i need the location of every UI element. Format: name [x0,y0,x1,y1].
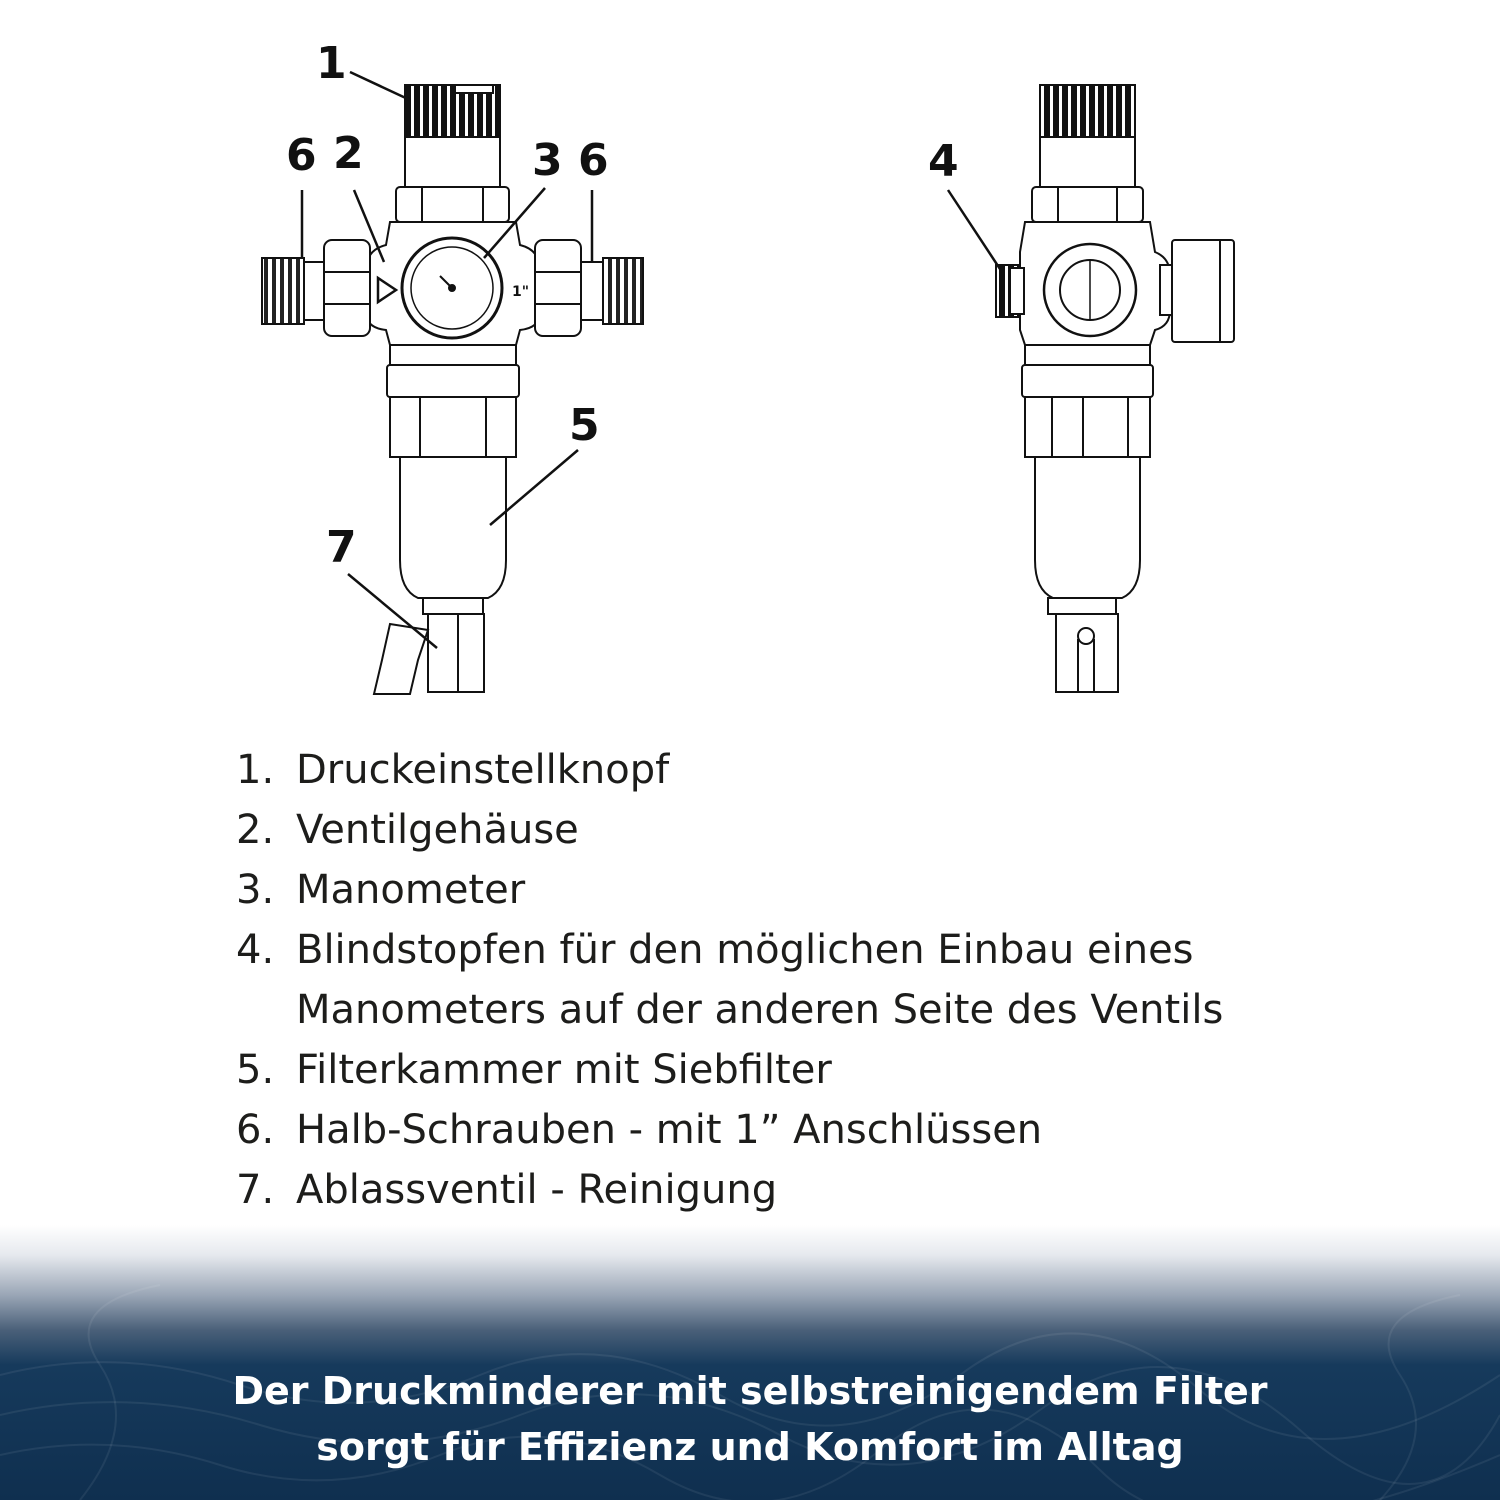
legend-number: 4. [236,927,275,973]
legend-number: 7. [236,1167,275,1213]
legend-item [236,740,1436,800]
legend-item [236,860,1436,920]
callout-2: 2 [333,128,364,179]
legend-text: Manometer [296,867,526,913]
bonnet [405,137,500,187]
tagline [0,1363,1500,1475]
parts-legend [236,740,1436,1220]
hex-nut [396,187,509,222]
legend-item [236,920,1436,1040]
legend-item [236,1100,1436,1160]
legend-item [236,800,1436,860]
tagline-banner [0,1225,1500,1500]
legend-number: 2. [236,807,275,853]
legend-item [236,1040,1436,1100]
callout-4: 4 [928,136,959,187]
leader-4 [948,190,1002,272]
legend-text: Druckeinstellknopf [296,747,670,793]
callout-6-right: 6 [578,135,609,186]
tagline-line-2: sorgt für Effizienz und Komfort im Alltag [316,1425,1184,1469]
legend-number: 5. [236,1047,275,1093]
filter-bowl-collar [387,365,519,397]
side-pressure-knob [1040,85,1135,137]
callout-5: 5 [569,400,600,451]
side-manometer [1172,240,1234,342]
callout-7: 7 [326,522,357,573]
left-union-nut [324,240,370,336]
drain-valve [428,614,484,692]
side-view [996,85,1234,692]
legend-number: 1. [236,747,275,793]
side-drain-lever [1078,640,1094,692]
legend-text: Blindstopfen für den möglichen Einbau eines Manometers auf der anderen Seite des Ventils [296,927,1224,1033]
callout-6-left: 6 [286,130,317,181]
pressure-reducer-diagram [0,0,1500,720]
legend-number: 3. [236,867,275,913]
tagline-line-1: Der Druckminderer mit selbstreinigendem Filter [232,1369,1268,1413]
legend-text: Filterkammer mit Siebfilter [296,1047,832,1093]
side-filter-bowl [1035,457,1140,598]
filter-bowl [400,457,506,598]
left-thread [262,258,304,324]
callout-3: 3 [532,135,563,186]
right-thread [603,258,643,324]
callout-1: 1 [316,38,347,89]
right-union-nut [535,240,581,336]
legend-text: Ventilgehäuse [296,807,579,853]
thread-size-label: 1" [512,284,530,300]
legend-text: Halb-Schrauben - mit 1” Anschlüssen [296,1107,1043,1153]
legend-number: 6. [236,1107,275,1153]
legend-item [236,1160,1436,1220]
legend-text: Ablassventil - Reinigung [296,1167,778,1213]
